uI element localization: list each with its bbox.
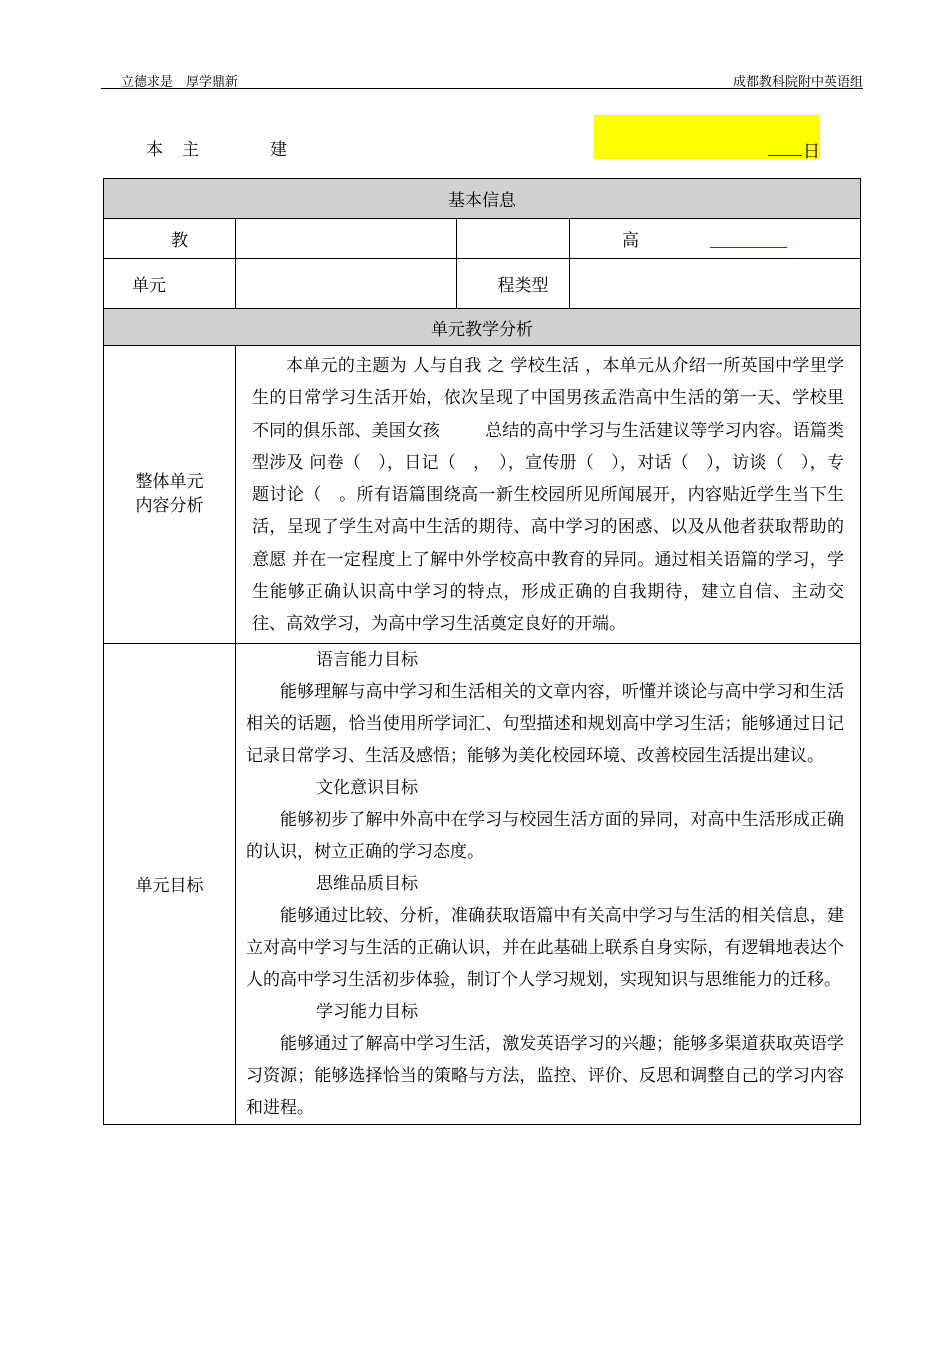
goal-text-culture: 能够初步了解中外高中在学习与校园生活方面的异同，对高中生活形成正确的认识，树立正确的学习态度。 <box>246 809 844 862</box>
goal-heading-culture: 文化意识目标 <box>316 777 418 798</box>
goal-heading-learning: 学习能力目标 <box>316 1001 418 1022</box>
title-char-1: 本 <box>146 140 163 160</box>
grade-blank-line <box>710 247 787 248</box>
page-header <box>101 70 863 89</box>
unit-goals-cell <box>236 643 861 1124</box>
goal-heading-language: 语言能力目标 <box>316 649 418 670</box>
lesson-plan-table <box>103 178 861 1125</box>
unit-goals-label: 单元目标 <box>104 643 236 1124</box>
content-analysis-label-line1: 整体单元 <box>135 472 204 493</box>
date-day-char: 日 <box>803 142 820 162</box>
goal-text-language: 能够理解与高中学习和生活相关的文章内容，听懂并谈论与高中学习和生活相关的话题，恰当使用所学词汇、句型描述和规划高中学习生活；能够通过日记记录日常学习、生活及感悟；能够为美化校园环境、改善校园生活提出建议。 <box>246 681 844 766</box>
section-unit-analysis: 单元教学分析 <box>104 309 861 346</box>
goal-text-thinking: 能够通过比较、分析，准确获取语篇中有关高中学习与生活的相关信息，建立对高中学习与生活的正确认识，并在此基础上联系自身实际，有逻辑地表达个人的高中学习生活初步体验，制订个人学习规划，实现知识与思维能力的迁移。 <box>246 905 844 990</box>
unit-label: 单元 <box>104 259 236 309</box>
goal-heading-thinking: 思维品质目标 <box>316 873 418 894</box>
section-basic-info: 基本信息 <box>104 179 861 219</box>
header-motto: 立德求是 厚学鼎新 <box>121 75 239 90</box>
course-type-label: 程类型 <box>457 259 570 309</box>
grade-label: 高 <box>570 219 861 259</box>
title-char-3: 建 <box>270 140 287 160</box>
content-analysis-label-line2: 内容分析 <box>135 496 204 517</box>
content-analysis-paragraph: 本单元的主题为 人与自我 之 学校生活 ，本单元从介绍一所英国中学里学生的日常学习生活开始，依次呈现了中国男孩孟浩高中生活的第一天、学校里不同的俱乐部、美国女孩 总结的高中学习与生活建议等学习内容。语篇类型涉及 问卷（ ），日记（ ， ），宣传册（ ），对话（ ），访谈（ ），专题讨论（ 。所有语篇围绕高一新生校园所见所闻展开，内容贴近学生当下生活，呈现了学生对高中生活的期待、高中学习的困惑、以及从他者获取帮助的意愿 并在一定程度上了解中外学校高中教育的异同。通过相关语篇的学习，学生能够正确认识高中学习的特点，形成正确的自我期待，建立自信、主动交往、高效学习，为高中学习生活奠定良好的开端。 <box>252 356 844 635</box>
teacher-label: 教 <box>104 219 236 259</box>
goal-text-learning: 能够通过了解高中学习生活，激发英语学习的兴趣；能够多渠道获取英语学习资源；能够选择恰当的策略与方法，监控、评价、反思和调整自己的学习内容和进程。 <box>246 1033 844 1118</box>
title-char-2: 主 <box>182 140 199 160</box>
header-organization: 成都教科院附中英语组 <box>732 75 863 90</box>
content-analysis-label <box>104 346 236 644</box>
empty-cell <box>457 219 570 259</box>
document-title <box>0 130 950 170</box>
teacher-value-cell <box>236 219 457 259</box>
course-type-value-cell <box>570 259 861 309</box>
unit-value-cell <box>236 259 457 309</box>
content-analysis-text-cell <box>236 346 861 644</box>
